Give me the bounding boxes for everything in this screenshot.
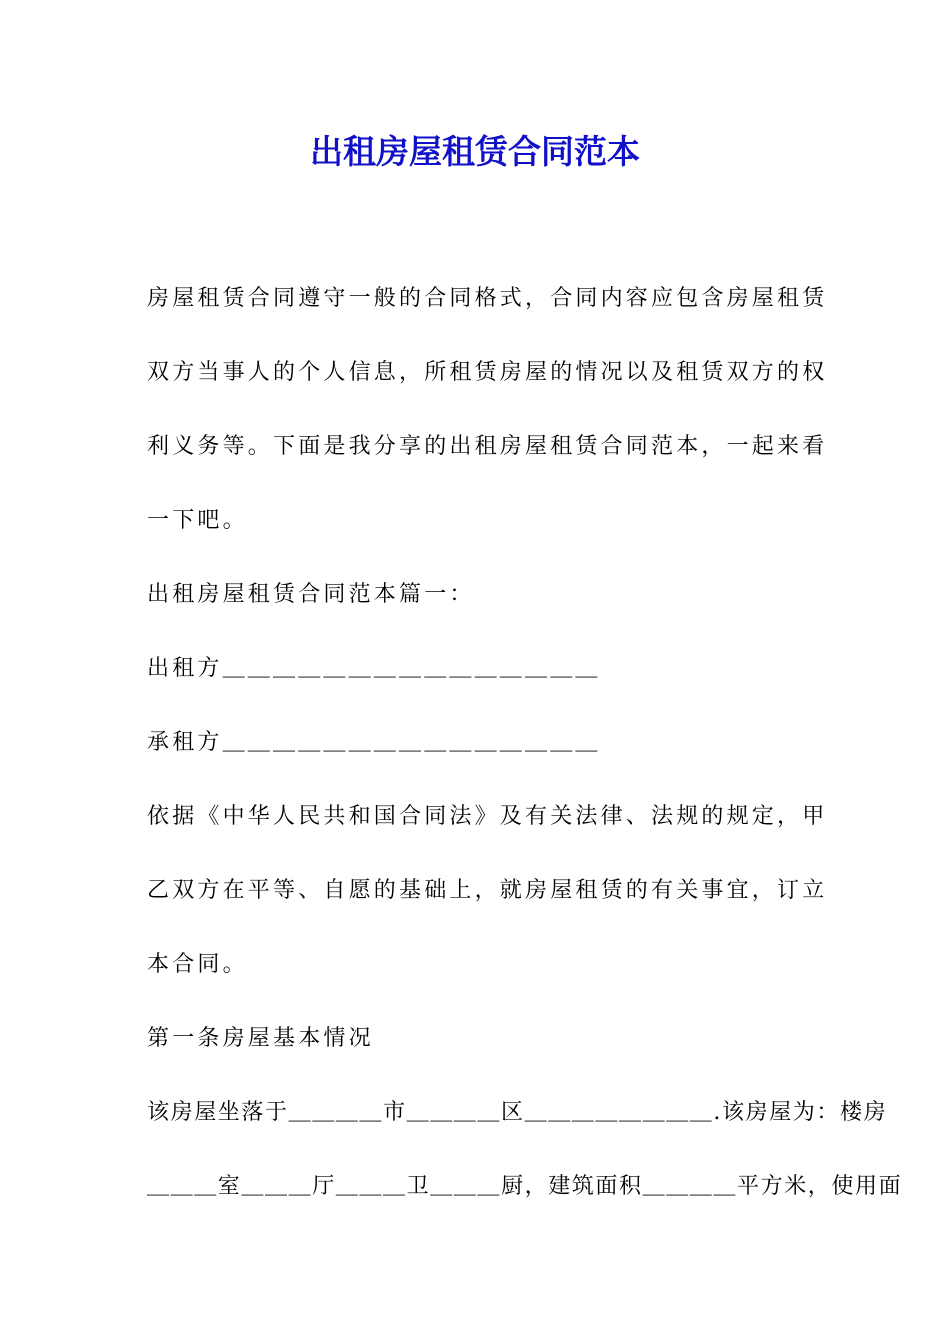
intro-paragraph: [147, 262, 828, 558]
article-1-heading: 第一条房屋基本情况: [147, 1026, 374, 1051]
article-1-line: 该房屋坐落于＿＿＿＿市＿＿＿＿区＿＿＿＿＿＿＿＿.该房屋为：楼房: [147, 1100, 888, 1125]
preamble-line: 本合同。: [147, 952, 248, 977]
lessee-field: 承租方＿＿＿＿＿＿＿＿＿＿＿＿＿＿＿: [147, 730, 601, 755]
document-body: [147, 262, 903, 1224]
intro-line: 一下吧。: [147, 508, 248, 533]
lessor-field: 出租方＿＿＿＿＿＿＿＿＿＿＿＿＿＿＿: [147, 656, 601, 681]
section-heading: 出租房屋租赁合同范本篇一：: [147, 582, 475, 607]
intro-line: 双方当事人的个人信息，所租赁房屋的情况以及租赁双方的权: [147, 360, 828, 385]
intro-line: 利义务等。下面是我分享的出租房屋租赁合同范本，一起来看: [147, 434, 828, 459]
preamble-line: 依据《中华人民共和国合同法》及有关法律、法规的规定，甲: [147, 804, 828, 829]
article-1-paragraph: [147, 1076, 903, 1224]
preamble-paragraph: [147, 780, 828, 1002]
preamble-line: 乙双方在平等、自愿的基础上，就房屋租赁的有关事宜，订立: [147, 878, 828, 903]
intro-line: 房屋租赁合同遵守一般的合同格式，合同内容应包含房屋租赁: [147, 286, 828, 311]
article-1-line: ＿＿＿室＿＿＿厅＿＿＿卫＿＿＿厨，建筑面积＿＿＿＿平方米，使用面: [147, 1174, 903, 1199]
document-title: 出租房屋租赁合同范本: [310, 132, 640, 171]
